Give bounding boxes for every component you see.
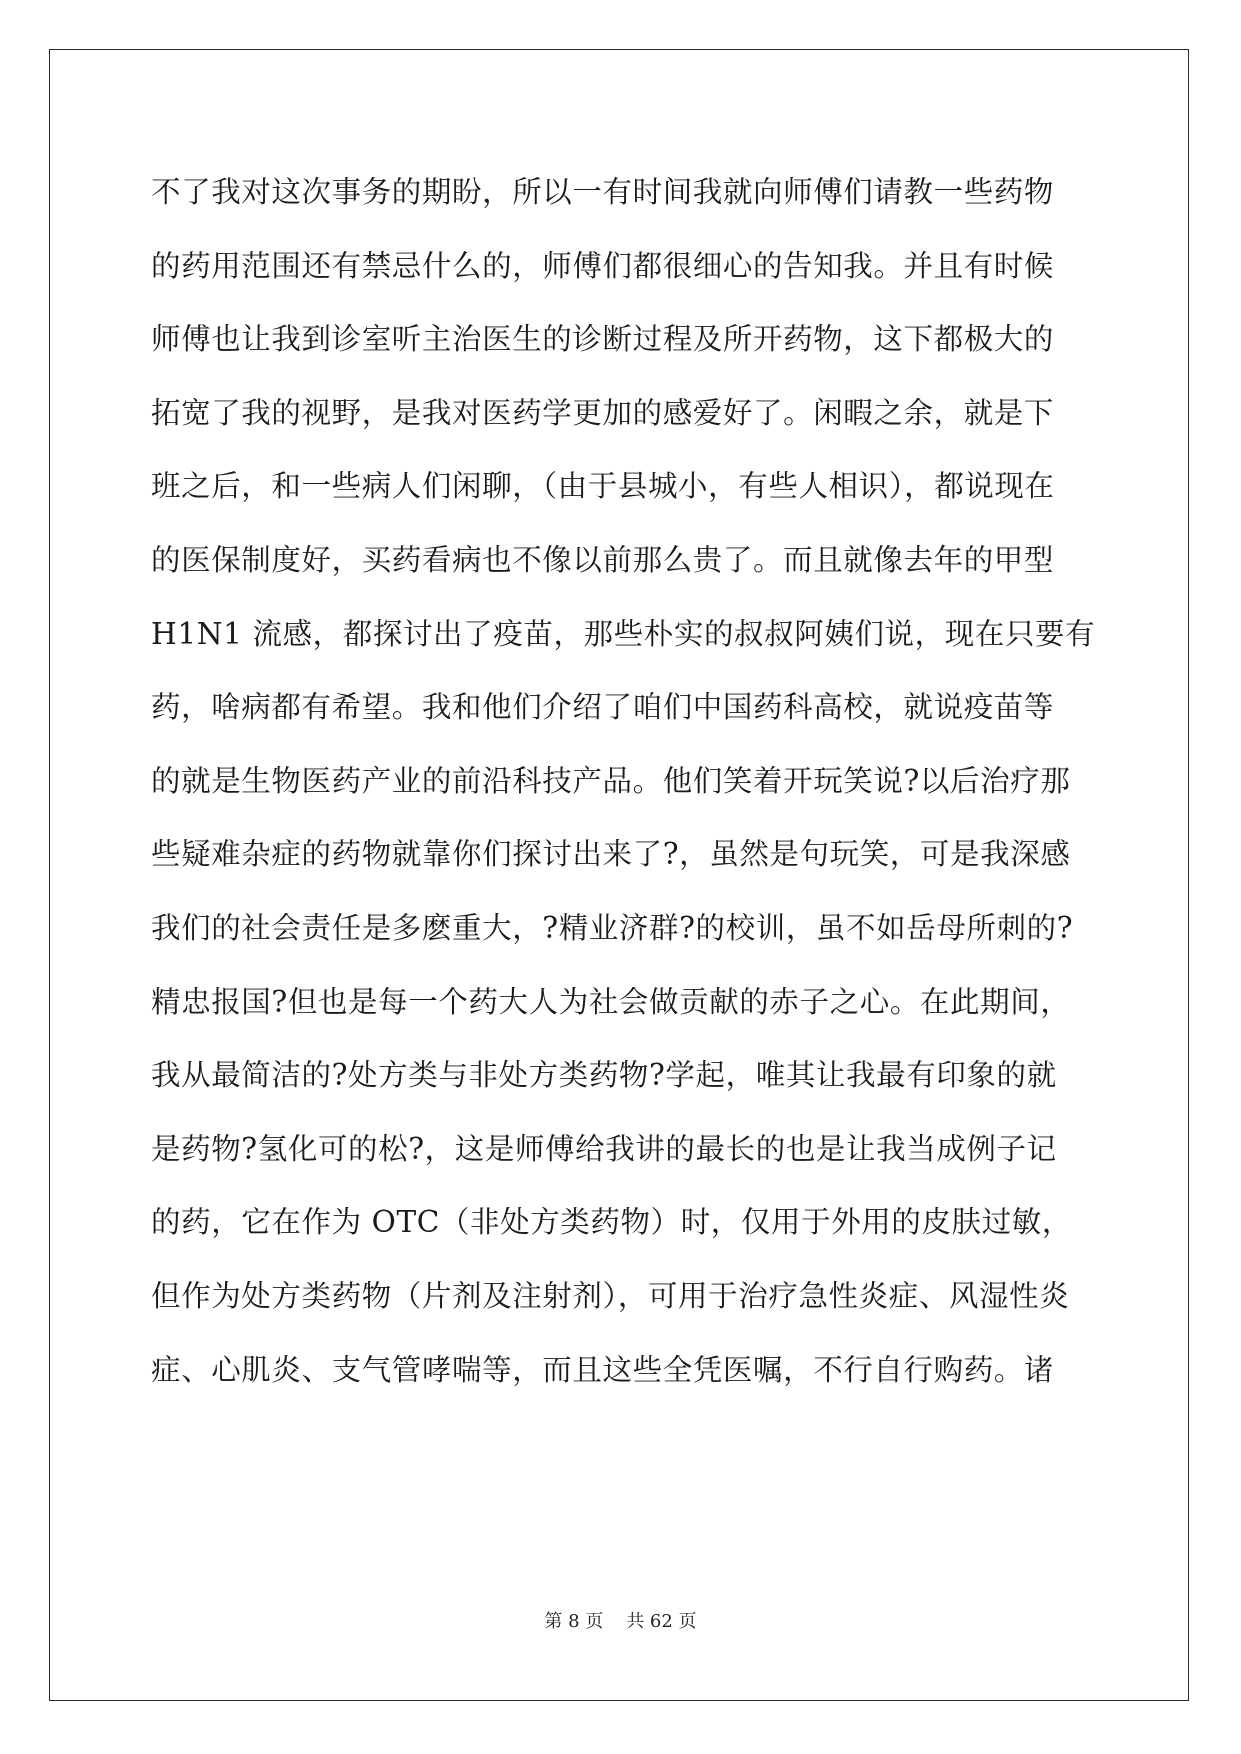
text-line: 但作为处方类药物（片剂及注射剂），可用于治疗急性炎症、风湿性炎 bbox=[151, 1278, 1070, 1313]
document-body bbox=[151, 160, 1101, 1411]
text-line: 症、心肌炎、支气管哮喘等，而且这些全凭医嘱，不行自行购药。诸 bbox=[151, 1352, 1055, 1387]
page-number-footer: 第 8 页 共 62 页 bbox=[544, 1611, 697, 1632]
text-line: H1N1 流感，都探讨出了疫苗，那些朴实的叔叔阿姨们说，现在只要有 bbox=[151, 616, 1096, 651]
text-line: 不了我对这次事务的期盼，所以一有时间我就向师傅们请教一些药物 bbox=[151, 175, 1055, 209]
text-line: 的药用范围还有禁忌什么的，师傅们都很细心的告知我。并且有时候 bbox=[151, 248, 1055, 283]
text-line: 师傅也让我到诊室听主治医生的诊断过程及所开药物，这下都极大的 bbox=[151, 322, 1055, 357]
text-line: 的药，它在作为 OTC（非处方类药物）时，仅用于外用的皮肤过敏， bbox=[151, 1205, 1073, 1240]
text-line: 我从最简洁的?处方类与非处方类药物?学起，唯其让我最有印象的就 bbox=[151, 1058, 1057, 1093]
text-line: 的就是生物医药产业的前沿科技产品。他们笑着开玩笑说?以后治疗那 bbox=[151, 763, 1071, 798]
text-line: 是药物?氢化可的松?，这是师傅给我讲的最长的也是让我当成例子记 bbox=[151, 1131, 1057, 1166]
text-line: 拓宽了我的视野，是我对医药学更加的感爱好了。闲暇之余，就是下 bbox=[151, 395, 1055, 430]
text-line: 我们的社会责任是多麽重大，?精业济群?的校训，虽不如岳母所刺的? bbox=[151, 910, 1074, 945]
text-line: 药，啥病都有希望。我和他们介绍了咱们中国药科高校，就说疫苗等 bbox=[151, 690, 1055, 725]
text-line: 班之后，和一些病人们闲聊，（由于县城小，有些人相识），都说现在 bbox=[151, 469, 1055, 504]
text-line: 精忠报国?但也是每一个药大人为社会做贡献的赤子之心。在此期间， bbox=[151, 984, 1071, 1019]
text-line: 的医保制度好，买药看病也不像以前那么贵了。而且就像去年的甲型 bbox=[151, 542, 1055, 577]
text-line: 些疑难杂症的药物就靠你们探讨出来了?，虽然是句玩笑，可是我深感 bbox=[151, 837, 1071, 872]
